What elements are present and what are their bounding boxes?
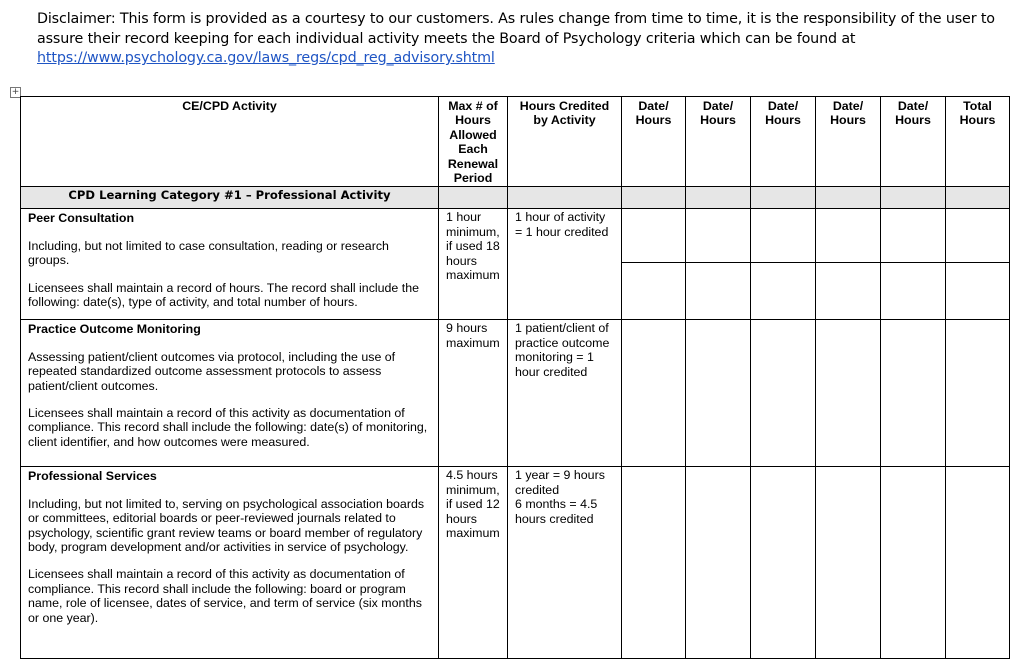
date-hours-input[interactable] xyxy=(686,263,751,320)
disclaimer-text: Disclaimer: This form is provided as a courtesy to our customers. As rules change from time to time, it is the responsibility of the user to assure their record keeping for each individual activity meets the Board of Psychology criteria which can be found at xyxy=(37,11,995,47)
credited-line: 6 months = 4.5 hours credited xyxy=(515,497,598,526)
date-hours-input[interactable] xyxy=(816,320,881,467)
header-hours-credited: Hours Credited by Activity xyxy=(508,97,622,187)
activity-cell xyxy=(21,320,439,467)
category-cell xyxy=(508,187,622,209)
header-date-hours-4: Date/ Hours xyxy=(816,97,881,187)
date-hours-input[interactable] xyxy=(881,263,946,320)
date-hours-input[interactable] xyxy=(622,320,686,467)
date-hours-input[interactable] xyxy=(816,467,881,659)
header-date-hours-5: Date/ Hours xyxy=(881,97,946,187)
activity-record-requirement: Licensees shall maintain a record of hours. The record shall include the following: date(s), type of activity, and total number of hours. xyxy=(28,280,419,310)
date-hours-input[interactable] xyxy=(686,467,751,659)
date-hours-input[interactable] xyxy=(816,263,881,320)
category-cell xyxy=(622,187,686,209)
max-hours-cell: 9 hours maximum xyxy=(439,320,508,467)
disclaimer xyxy=(37,10,1007,69)
date-hours-input[interactable] xyxy=(816,209,881,263)
activity-cell xyxy=(21,209,439,320)
max-hours-cell: 4.5 hours minimum, if used 12 hours maximum xyxy=(439,467,508,659)
date-hours-input[interactable] xyxy=(751,320,816,467)
max-hours-cell: 1 hour minimum, if used 18 hours maximum xyxy=(439,209,508,320)
hours-credited-cell: 1 hour of activity = 1 hour credited xyxy=(508,209,622,320)
category-cell xyxy=(881,187,946,209)
total-hours-input[interactable] xyxy=(946,467,1010,659)
date-hours-input[interactable] xyxy=(622,263,686,320)
hours-credited-cell xyxy=(508,467,622,659)
hours-credited-cell: 1 patient/client of practice outcome monitoring = 1 hour credited xyxy=(508,320,622,467)
activity-description: Assessing patient/client outcomes via protocol, including the use of repeated standardized outcome assessment protocols to assess patient/client outcomes. xyxy=(28,349,396,393)
category-cell xyxy=(751,187,816,209)
activity-row-professional-services xyxy=(21,467,1010,659)
activity-title: Peer Consultation xyxy=(28,211,135,226)
category-cell xyxy=(946,187,1010,209)
date-hours-input[interactable] xyxy=(622,209,686,263)
category-row xyxy=(21,187,1010,209)
activity-row-peer-consultation xyxy=(21,209,1010,263)
cpd-table xyxy=(20,96,1010,659)
activity-description: Including, but not limited to case consultation, reading or research groups. xyxy=(28,238,389,268)
date-hours-input[interactable] xyxy=(686,320,751,467)
date-hours-input[interactable] xyxy=(751,467,816,659)
date-hours-input[interactable] xyxy=(881,209,946,263)
activity-title: Professional Services xyxy=(28,469,157,484)
date-hours-input[interactable] xyxy=(686,209,751,263)
activity-description: Including, but not limited to, serving on psychological association boards or committees, editorial boards or peer-reviewed journals related to psychology, scientific grant review teams or board member of regulatory body, program development and/or activities in service of psychology. xyxy=(28,496,425,555)
date-hours-input[interactable] xyxy=(881,320,946,467)
activity-title: Practice Outcome Monitoring xyxy=(28,322,201,337)
activity-row-practice-outcome xyxy=(21,320,1010,467)
header-date-hours-2: Date/ Hours xyxy=(686,97,751,187)
category-cell xyxy=(439,187,508,209)
header-row xyxy=(21,97,1010,187)
date-hours-input[interactable] xyxy=(881,467,946,659)
activity-record-requirement: Licensees shall maintain a record of this activity as documentation of compliance. This record shall include the following: date(s) of monitoring, client identifier, and how outcomes were measured. xyxy=(28,406,428,449)
total-hours-input[interactable] xyxy=(946,263,1010,320)
header-max-hours: Max # of Hours Allowed Each Renewal Period xyxy=(439,97,508,187)
date-hours-input[interactable] xyxy=(622,467,686,659)
activity-record-requirement: Licensees shall maintain a record of this activity as documentation of compliance. This record shall include the following: board or program name, role of licensee, dates of service, and term of service (six months or one year). xyxy=(28,567,422,625)
category-title: CPD Learning Category #1 – Professional Activity xyxy=(21,187,439,209)
credited-line: 1 year = 9 hours credited xyxy=(515,468,605,497)
header-date-hours-3: Date/ Hours xyxy=(751,97,816,187)
category-cell xyxy=(816,187,881,209)
header-activity: CE/CPD Activity xyxy=(21,97,439,187)
date-hours-input[interactable] xyxy=(751,209,816,263)
total-hours-input[interactable] xyxy=(946,209,1010,263)
table-move-handle-icon[interactable]: + xyxy=(11,87,20,97)
activity-cell xyxy=(21,467,439,659)
header-date-hours-1: Date/ Hours xyxy=(622,97,686,187)
advisory-link[interactable]: https://www.psychology.ca.gov/laws_regs/cpd_reg_advisory.shtml xyxy=(37,50,495,66)
date-hours-input[interactable] xyxy=(751,263,816,320)
header-total-hours: Total Hours xyxy=(946,97,1010,187)
category-cell xyxy=(686,187,751,209)
total-hours-input[interactable] xyxy=(946,320,1010,467)
